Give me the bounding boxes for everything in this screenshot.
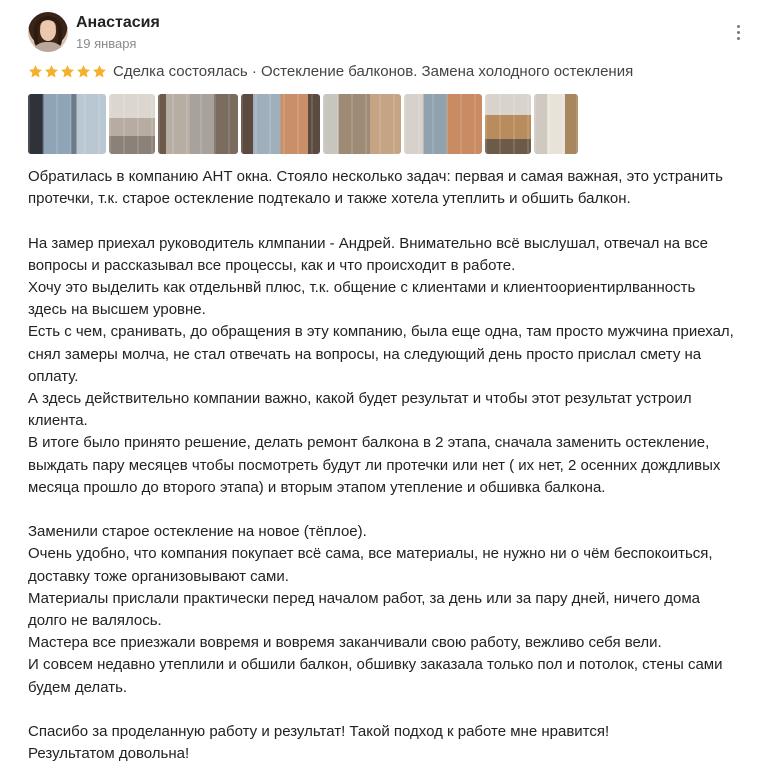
review-line: Есть с чем, сранивать, до обращения в эту компанию, была еще одна, там просто мужчина приехал, bbox=[28, 323, 734, 341]
review-line: Очень удобно, что компания покупает всё сама, все материалы, не нужно ни о чём беспокоиться, bbox=[28, 545, 713, 563]
review-line: Результатом довольна! bbox=[28, 745, 190, 763]
paragraph-gap bbox=[28, 210, 752, 232]
photo-thumbnail[interactable] bbox=[404, 94, 482, 154]
review-line: Обратилась в компанию АНТ окна. Стояло несколько задач: первая и самая важная, это устранить bbox=[28, 168, 723, 185]
review-line: долго не валялось. bbox=[28, 612, 162, 630]
review-line: будем делать. bbox=[28, 678, 128, 696]
review-line: И совсем недавно утеплили и обшили балкон, обшивку заказала только пол и потолок, стены сами bbox=[28, 656, 723, 674]
review-line: Спасибо за проделанную работу и результат! Такой подход к работе мне нравится! bbox=[28, 723, 610, 741]
review-line: клиента. bbox=[28, 412, 88, 430]
review-line: протечки, т.к. старое остекление подтекало и также хотела утеплить и обшить балкон. bbox=[28, 190, 631, 208]
review-line: Мастера все приезжали вовремя и вовремя заканчивали свою работу, вежливо себя вели. bbox=[28, 634, 662, 652]
review-text bbox=[28, 166, 752, 765]
review-line: Хочу это выделить как отдельнвй плюс, т.к. общение с клиентами и клиентоориентирлванность bbox=[28, 279, 696, 296]
star-icon bbox=[92, 64, 107, 79]
review-date: 19 января bbox=[76, 36, 137, 51]
star-icon bbox=[28, 64, 43, 79]
review-line: здесь на высшем уровне. bbox=[28, 301, 206, 319]
review-line: оплату. bbox=[28, 367, 79, 385]
review-line: В итоге было принято решение, делать ремонт балкона в 2 этапа, сначала заменить остекление, bbox=[28, 434, 710, 452]
review-line: вопросы и рассказывал все процессы, как и что происходит в работе. bbox=[28, 256, 516, 274]
review-line: доставку тоже организовывают сами. bbox=[28, 567, 289, 585]
author-name[interactable]: Анастасия bbox=[76, 14, 160, 31]
photo-thumbnail[interactable] bbox=[109, 94, 155, 154]
photo-thumbnail[interactable] bbox=[485, 94, 531, 154]
review-line: Заменили старое остекление на новое (тёплое). bbox=[28, 523, 367, 541]
photo-gallery bbox=[28, 94, 578, 154]
photo-thumbnail[interactable] bbox=[534, 94, 578, 154]
rating-row bbox=[28, 61, 633, 81]
paragraph-gap bbox=[28, 499, 752, 521]
star-rating bbox=[28, 64, 107, 79]
review-line: месяца прошло до второго этапа) и вторым этапом утепление и обшивка балкона. bbox=[28, 478, 606, 496]
photo-thumbnail[interactable] bbox=[158, 94, 238, 154]
deal-status: Сделка состоялась · Остекление балконов. Замена холодного остекления bbox=[113, 62, 634, 80]
photo-thumbnail[interactable] bbox=[323, 94, 401, 154]
star-icon bbox=[60, 64, 75, 79]
review-line: Материалы прислали практически перед началом работ, за день или за пару дней, ничего дома bbox=[28, 589, 700, 607]
review-line: снял замеры молча, не стал отвечать на вопросы, на следующий день просто прислал смету на bbox=[28, 345, 702, 363]
photo-thumbnail[interactable] bbox=[241, 94, 320, 154]
photo-thumbnail[interactable] bbox=[28, 94, 106, 154]
star-icon bbox=[76, 64, 91, 79]
star-icon bbox=[44, 64, 59, 79]
avatar[interactable] bbox=[28, 12, 68, 52]
review-line: А здесь действительно компании важно, какой будет результат и чтобы этот результат устроил bbox=[28, 390, 692, 408]
paragraph-gap bbox=[28, 699, 752, 721]
more-vertical-icon[interactable] bbox=[728, 22, 748, 42]
review-line: На замер приехал руководитель клмпании - Андрей. Внимательно всё выслушал, отвечал на все bbox=[28, 234, 708, 252]
review-line: выждать пару месяцев чтобы посмотреть будут ли протечки или нет ( их нет, 2 осенних дождливых bbox=[28, 456, 721, 474]
